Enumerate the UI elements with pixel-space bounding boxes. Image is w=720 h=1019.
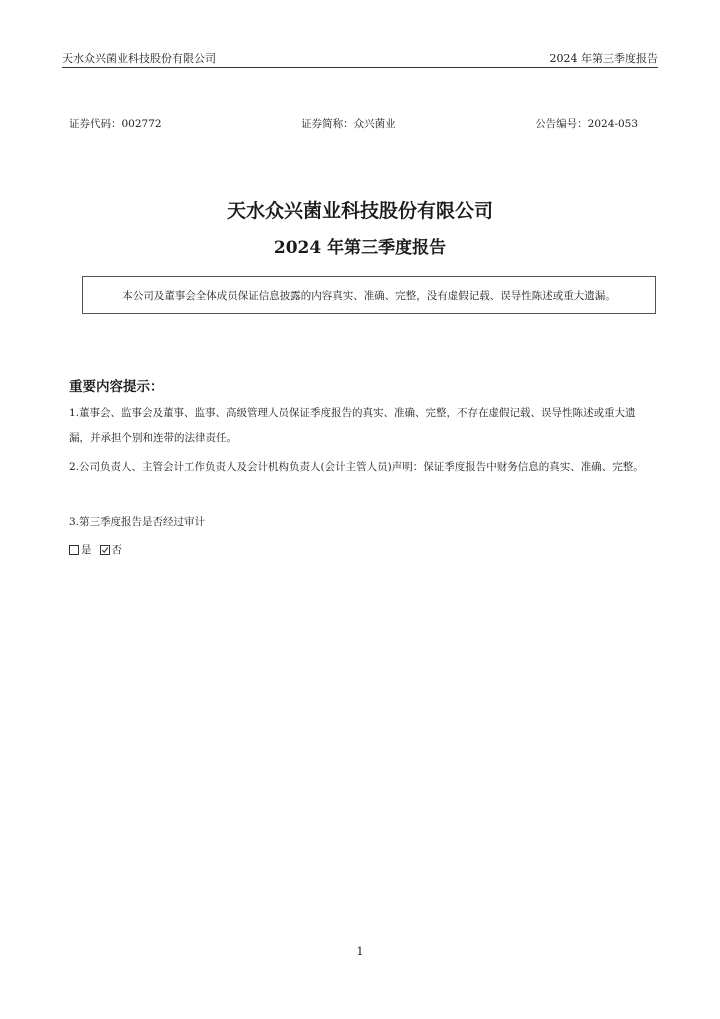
announcement-number: 公告编号：2024-053 bbox=[535, 118, 638, 130]
security-code: 证券代码：002772 bbox=[69, 118, 162, 130]
notice-item-3: 3.第三季度报告是否经过审计 bbox=[69, 516, 206, 528]
page-header bbox=[62, 50, 658, 66]
audit-options bbox=[69, 542, 122, 557]
audit-option-yes[interactable] bbox=[69, 542, 92, 557]
security-short-name: 证券简称：众兴菌业 bbox=[301, 118, 396, 130]
notice-item-2: 2.公司负责人、主管会计工作负责人及会计机构负责人(会计主管人员)声明：保证季度报告中财务信息的真实、准确、完整。 bbox=[69, 461, 644, 473]
audit-option-no[interactable] bbox=[100, 542, 123, 557]
header-divider bbox=[62, 67, 658, 68]
audit-option-no-label: 否 bbox=[111, 544, 122, 556]
page-number: 1 bbox=[356, 945, 364, 958]
disclosure-notice-text: 本公司及董事会全体成员保证信息披露的内容真实、准确、完整，没有虚假记载、误导性陈述或重大遗漏。 bbox=[122, 289, 616, 302]
header-report: 2024 年第三季度报告 bbox=[549, 52, 658, 65]
security-info bbox=[69, 116, 638, 131]
unchecked-box-icon bbox=[69, 545, 79, 555]
checked-box-icon bbox=[100, 545, 110, 555]
header-company: 天水众兴菌业科技股份有限公司 bbox=[62, 52, 216, 65]
disclosure-notice-box bbox=[82, 276, 656, 314]
important-notice-heading: 重要内容提示： bbox=[69, 379, 164, 395]
audit-option-yes-label: 是 bbox=[81, 544, 92, 556]
document-title-company: 天水众兴菌业科技股份有限公司 bbox=[226, 200, 493, 222]
document-title-report: 2024 年第三季度报告 bbox=[273, 238, 447, 258]
notice-item-1: 1.董事会、监事会及董事、监事、高级管理人员保证季度报告的真实、准确、完整，不存在虚假记载、误导性陈述或重大遗漏，并承担个别和连带的法律责任。 bbox=[69, 407, 636, 444]
